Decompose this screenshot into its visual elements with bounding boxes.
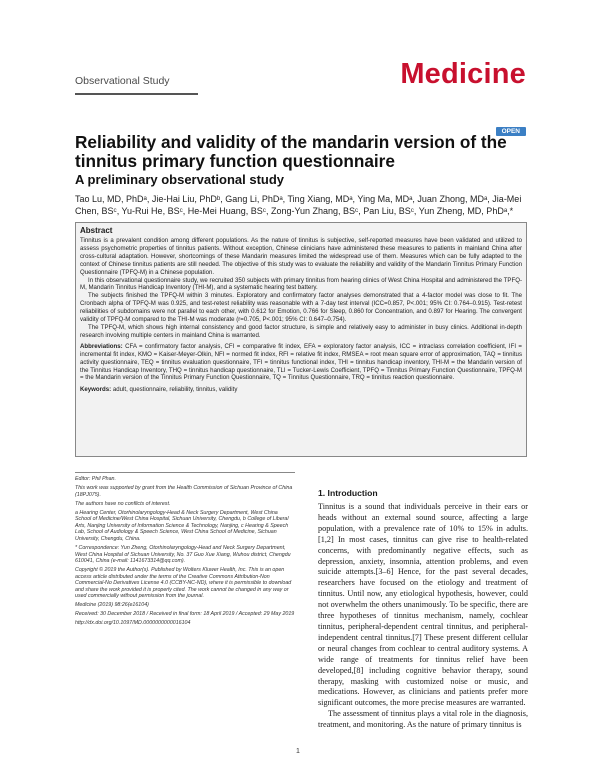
open-access-badge: OPEN — [496, 127, 526, 136]
dates-note: Received: 30 December 2018 / Received in final form: 18 April 2019 / Accepted: 29 May 2019 — [75, 611, 295, 618]
abstract-box — [75, 222, 527, 457]
section-divider — [75, 93, 198, 95]
introduction-paragraph: The assessment of tinnitus plays a vital role in the diagnosis, treatment, and monitoring. As the nature of primary tinnitus is — [318, 709, 528, 730]
introduction-heading: 1. Introduction — [318, 488, 378, 498]
introduction-paragraph: Tinnitus is a sound that individuals perceive in their ears or heads without an external sound source, affecting a large population, with a prevalence rate of 10% to 15% in adults.[1,2] In most cases, tinnitus can give rise to health-related concerns, with predominantly negative effects, such as depression, anxiety, insomnia, attention problems, and even suicide attempts.[3–6] Hence, for the past several decades, researchers have focused on the etiology and treatment of tinnitus. Until now, any etiological hypothesis, however, could not overwhelm the others unanimously. To be specific, there are three hypotheses of tinnitus mechanism, namely, cochlear tinnitus, peripheral-dependent central tinnitus, and peripheral-independent central tinnitus.[7] These present different cellular or neural changes from cochlear to central auditory systems. A wide range of treatments for tinnitus relief have been developed,[8] including cognitive behavior therapy, sound therapy, masking with customized noise or music, and medications. However, as clinicians and patients prefer more significant outcomes, the more precise measures are warranted. — [318, 502, 528, 708]
abbreviations-text: CFA = confirmatory factor analysis, CFI = comparative fit index, EFA = exploratory factor analysis, ICC = intraclass correlation coefficient, IFI = incremental fit index, KMO = Kaiser-Meyer-Olkin, NFI = normed fit index, RFI = relative fit index, RMSEA = root mean square error of approximation, TAQ = tinnitus activity questionnaire, TEQ = tinnitus evaluation questionnaire, TFI = tinnitus functional index, THI = tinnitus handicap inventory, THI-M = the Mandarin version of the Tinnitus Handicap Inventory, THQ = tinnitus handicap questionnaire, TLI = Tucker-Lewis Coefficient, TPFQ = Tinnitus Primary Function Questionnaire, TPFQ-M = the Mandarin version of the Tinnitus Primary Function Questionnaire, TQ = Tinnitus Questionnaire, TRQ = tinnitus reaction questionnaire. — [80, 342, 522, 382]
introduction-column — [318, 488, 528, 731]
keywords-label: Keywords: — [80, 386, 112, 394]
footnotes — [75, 476, 295, 629]
conflict-note: The authors have no conflicts of interest. — [75, 500, 171, 507]
abbreviations-label: Abbreviations: — [80, 342, 123, 350]
keywords — [80, 386, 522, 394]
article-subtitle: A preliminary observational study — [75, 172, 285, 187]
correspondence-note: * Correspondence: Yun Zheng, Otorhinolaryngology-Head and Neck Surgery Department, West China Hospital of Sichuan University, No. 37 Guo Xue Xiang, Wuhou district, Chengdu 610041, China (e-mail: 1141673314@qq.com). — [75, 544, 291, 565]
footnote-divider — [75, 472, 295, 473]
abstract-paragraph: Tinnitus is a prevalent condition among different populations. As the nature of tinnitus is subjective, self-reported measures have been validated and utilized to assess psychometric properties of tinnitus patients. Without exception, Chinese clinicians have administered these measures to patients in mainland China after cross-cultural adaptation. However, shortcomings of these Mandarin measures limited the widespread use of them. Measures which can be fully adapted to the context of Chinese tinnitus patients are still needed. The objective of this study was to evaluate the reliability and validity of the Mandarin Tinnitus Primary Function Questionnaire (TPFQ-M) in a Chinese population. — [80, 237, 522, 276]
abstract-paragraph: The subjects finished the TPFQ-M within 3 minutes. Exploratory and confirmatory factor analyses demonstrated that a 4-factor model was close to fit. The Cronbach alpha of TPFQ-M was 0.925, and test-retest reliability was reasonable with a 7-day test interval (ICC=0.857, P<.001; 95% CI: 0.764–0.915). Test-retest reliabilities of subdomains were not parallel to each other, with 0.612 for Emotion, 0.766 for Sleep, 0.860 for Concentration, and 0.897 for Hearing. The convergent validity of TPFQ-M compared to the THI-M was moderate (r=0.705, P<.001; 95% CI: 0.647–0.754). — [80, 292, 522, 324]
section-label: Observational Study — [75, 75, 170, 87]
abstract-heading: Abstract — [80, 226, 113, 235]
copyright-note: Copyright © 2019 the Author(s). Published by Wolters Kluwer Health, Inc. This is an open access article distributed under the terms of the Creative Commons Attribution-Non Commercial-No Derivatives License 4.0 (CCBY-NC-ND), where it is permissible to download and share the work provided it is properly cited. The work cannot be changed in any way or used commercially without permission from the journal. — [75, 567, 292, 600]
editor-note: Editor: Phil Phan. — [75, 476, 116, 482]
abbreviations — [80, 343, 522, 383]
doi-link[interactable]: http://dx.doi.org/10.1097/MD.0000000000016104 — [75, 620, 191, 627]
page-number: 1 — [296, 748, 300, 755]
abstract-paragraph: The TPFQ-M, which shows high internal consistency and good factor structure, is simple and relatively easy to administer in busy clinics. Additional in-depth research involving multiple centers in mainland China is warranted. — [80, 323, 522, 339]
keywords-text: adult, questionnaire, reliability, tinnitus, validity — [112, 386, 238, 394]
affiliations-note: a Hearing Center, Otorhinolaryngology-Head & Neck Surgery Department, West China School of Medicine/West China Hospital, Sichuan University, Chengdu, b College of Liberal Arts, Nanjing University of Information Science & Technology, Nanjing, c Hearing & Speech Lab, School of Audiology & Speech Science, West China School of Medicine, Sichuan University, Chengdu, China. — [75, 509, 289, 542]
author-list: Tao Lu, MD, PhDᵃ, Jie-Hai Liu, PhDᵇ, Gang Li, PhDᵃ, Ting Xiang, MDᵃ, Ying Ma, MDᵃ, Juan Zhong, MDᵃ, Jia-Mei Chen, BSᶜ, Yu-Rui He, BSᶜ, He-Mei Huang, BSᶜ, Zong-Yun Zhang, BSᶜ, Pan Liu, BSᶜ, Yun Zheng, MD, PhDᵃ,* — [75, 194, 522, 216]
abstract-paragraph: In this observational questionnaire study, we recruited 350 subjects with primary tinnitus from hearing clinics of West China Hospital and administered the TPFQ-M, Mandarin Tinnitus Handicap Inventory (THI-M), and a systematic hearing test battery. — [80, 276, 522, 292]
funding-note: This work was supported by grant from the Health Commission of Sichuan Province of China (18PJ075). — [75, 484, 293, 498]
article-title: Reliability and validity of the mandarin version of the tinnitus primary function questionnaire — [75, 132, 507, 171]
citation-note: Medicine (2019) 98:26(e16104) — [75, 602, 149, 609]
journal-logo: Medicine — [400, 58, 526, 90]
